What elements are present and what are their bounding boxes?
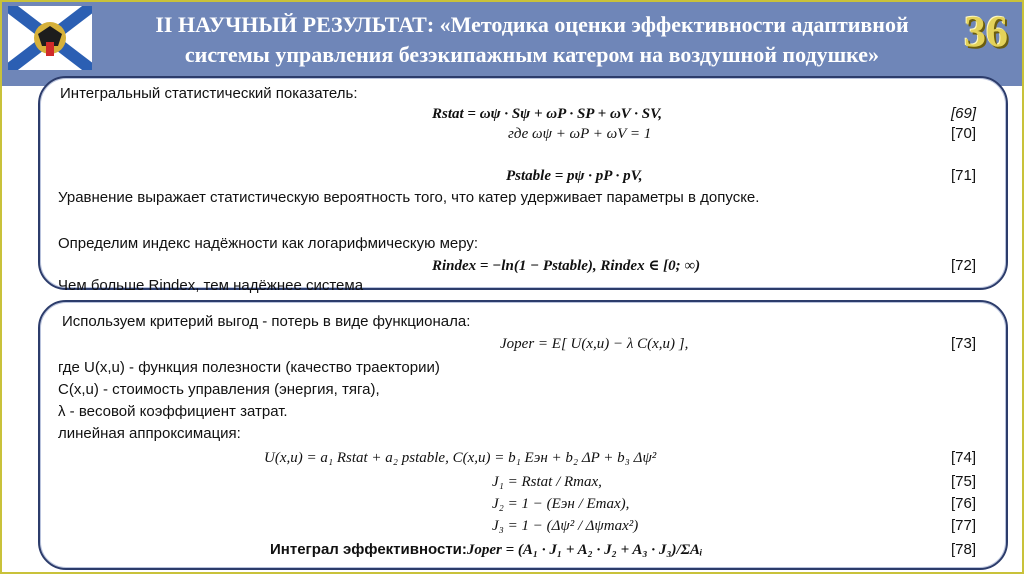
formula-77: J₃ = 1 − (Δψ² / Δψmax²) (492, 518, 639, 534)
formula-number-69: [69] (950, 105, 976, 122)
criterion-intro-text: Используем критерий выгод - потерь в виде функционала: (62, 313, 471, 330)
formula-70: где ωψ + ωP + ωV = 1 (508, 126, 652, 142)
formula-number-78: [78] (950, 541, 976, 558)
description-text: Уравнение выражает статистическую вероятность того, что катер удерживает параметры в допуске. (58, 189, 760, 206)
formula-76: J₂ = 1 − (Eэн / Emax), (492, 496, 630, 512)
formula-78: Joper = (A₁ · J₁ + A₂ · J₂ + A₃ · J₃)/ΣAᵢ (466, 542, 703, 558)
linear-approximation-label: линейная аппроксимация: (58, 425, 241, 442)
formula-number-71: [71] (950, 167, 976, 184)
formula-number-75: [75] (950, 473, 976, 490)
header-bar (2, 2, 1022, 86)
title-line-1: II НАУЧНЫЙ РЕЗУЛЬТАТ: «Методика оценки эффективности адаптивной (155, 12, 909, 37)
statistics-box (38, 76, 1008, 294)
page-number: 36 (964, 7, 1008, 56)
functional-box (38, 300, 1008, 570)
formula-75: J₁ = Rstat / Rmax, (492, 474, 602, 490)
title-line-2: системы управления безэкипажным катером на воздушной подушке» (184, 42, 880, 67)
integral-label-text: Интеграл эффективности: (270, 541, 467, 558)
formula-71: Pstable = pψ · pP · pV, (506, 168, 643, 184)
integral-efficiency-label (270, 540, 703, 560)
formula-number-72: [72] (950, 257, 976, 274)
rindex-intro-text: Определим индекс надёжности как логарифмическую меру: (58, 235, 479, 252)
formula-number-77: [77] (950, 517, 976, 534)
formula-69: Rstat = ωψ · Sψ + ωP · SP + ωV · SV, (432, 106, 662, 122)
formula-72: Rindex = −ln(1 − Pstable), Rindex ∈ [0; ∞) (432, 258, 701, 274)
definition-utility: где U(x,u) - функция полезности (качество траектории) (58, 359, 440, 376)
formula-number-76: [76] (950, 495, 976, 512)
definition-lambda: λ - весовой коэффициент затрат. (58, 403, 288, 420)
intro-text: Интегральный статистический показатель: (60, 85, 358, 102)
formula-73: Joper = E[ U(x,u) − λ C(x,u) ], (500, 336, 689, 352)
definition-cost: C(x,u) - стоимость управления (энергия, тяга), (58, 381, 380, 398)
formula-number-74: [74] (950, 449, 976, 466)
conclusion-text: Чем больше Rindex, тем надёжнее система (58, 277, 364, 294)
page-title (102, 10, 962, 70)
formula-number-73: [73] (950, 335, 976, 352)
formula-74: U(x,u) = a₁ Rstat + a₂ pstable, C(x,u) = b₁ Eэн + b₂ ΔP + b₃ Δψ² (264, 450, 657, 466)
navy-flag-emblem-icon (8, 6, 92, 70)
formula-number-70: [70] (950, 125, 976, 142)
